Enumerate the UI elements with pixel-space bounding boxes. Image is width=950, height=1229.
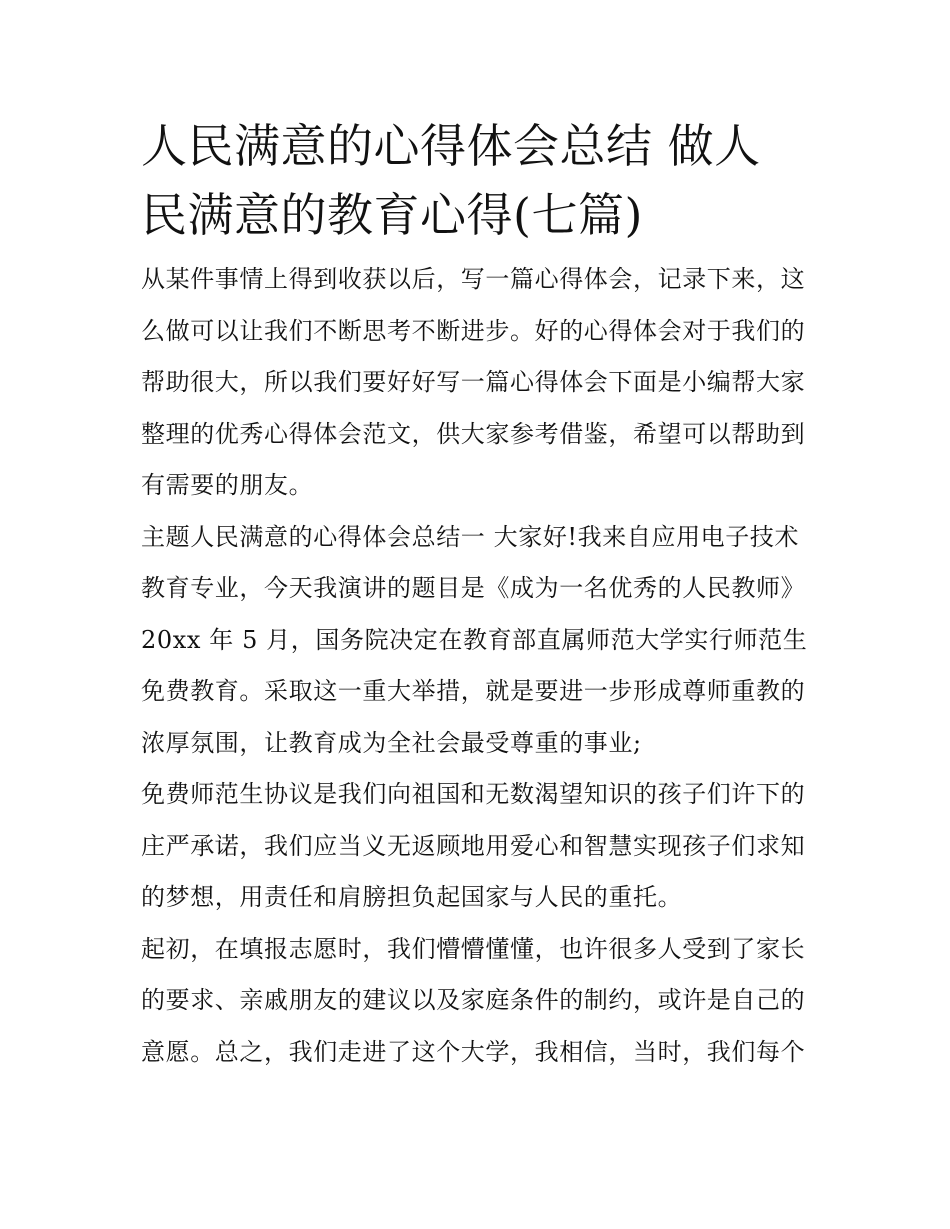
paragraph-line: 主题人民满意的心得体会总结一 大家好!我来自应用电子技术 [141,522,800,551]
paragraph-beginning [141,924,813,1079]
paragraph-intro [141,254,813,512]
paragraph-line: 意愿。总之，我们走进了这个大学，我相信，当时，我们每个 [141,1037,806,1066]
paragraph-agreement [141,769,813,924]
paragraph-line: 免费教育。采取这一重大举措，就是要进一步形成尊师重教的 [141,677,806,705]
document-title [141,112,813,250]
paragraph-line: 浓厚氛围，让教育成为全社会最受尊重的事业; [141,728,642,757]
paragraph-line: 么做可以让我们不断思考不断进步。好的心得体会对于我们的 [141,316,806,345]
paragraph-line: 从某件事情上得到收获以后，写一篇心得体会，记录下来，这 [141,265,806,293]
paragraph-line: 教育专业，今天我演讲的题目是《成为一名优秀的人民教师》 [141,574,806,602]
paragraph-line: 整理的优秀心得体会范文，供大家参考借鉴，希望可以帮助到 [141,419,806,448]
paragraph-line: 的梦想，用责任和肩膀担负起国家与人民的重托。 [141,883,683,911]
paragraph-line: 帮助很大，所以我们要好好写一篇心得体会下面是小编帮大家 [141,368,806,396]
paragraph-line: 的要求、亲戚朋友的建议以及家庭条件的制约，或许是自己的 [141,986,806,1014]
paragraph-line: 20xx 年 5 月，国务院决定在教育部直属师范大学实行师范生 [141,625,808,654]
paragraph-line: 有需要的朋友。 [141,471,314,499]
document-page [141,112,813,1078]
title-line: 民满意的教育心得(七篇) [141,188,643,242]
paragraph-line: 庄严承诺，我们应当义无返顾地用爱心和智慧实现孩子们求知 [141,831,806,860]
paragraph-speech-opening [141,512,813,770]
paragraph-line: 起初，在填报志愿时，我们懵懵懂懂，也许很多人受到了家长 [141,934,806,963]
paragraph-line: 免费师范生协议是我们向祖国和无数渴望知识的孩子们许下的 [141,780,806,808]
title-line: 人民满意的心得体会总结 做人 [141,119,761,173]
